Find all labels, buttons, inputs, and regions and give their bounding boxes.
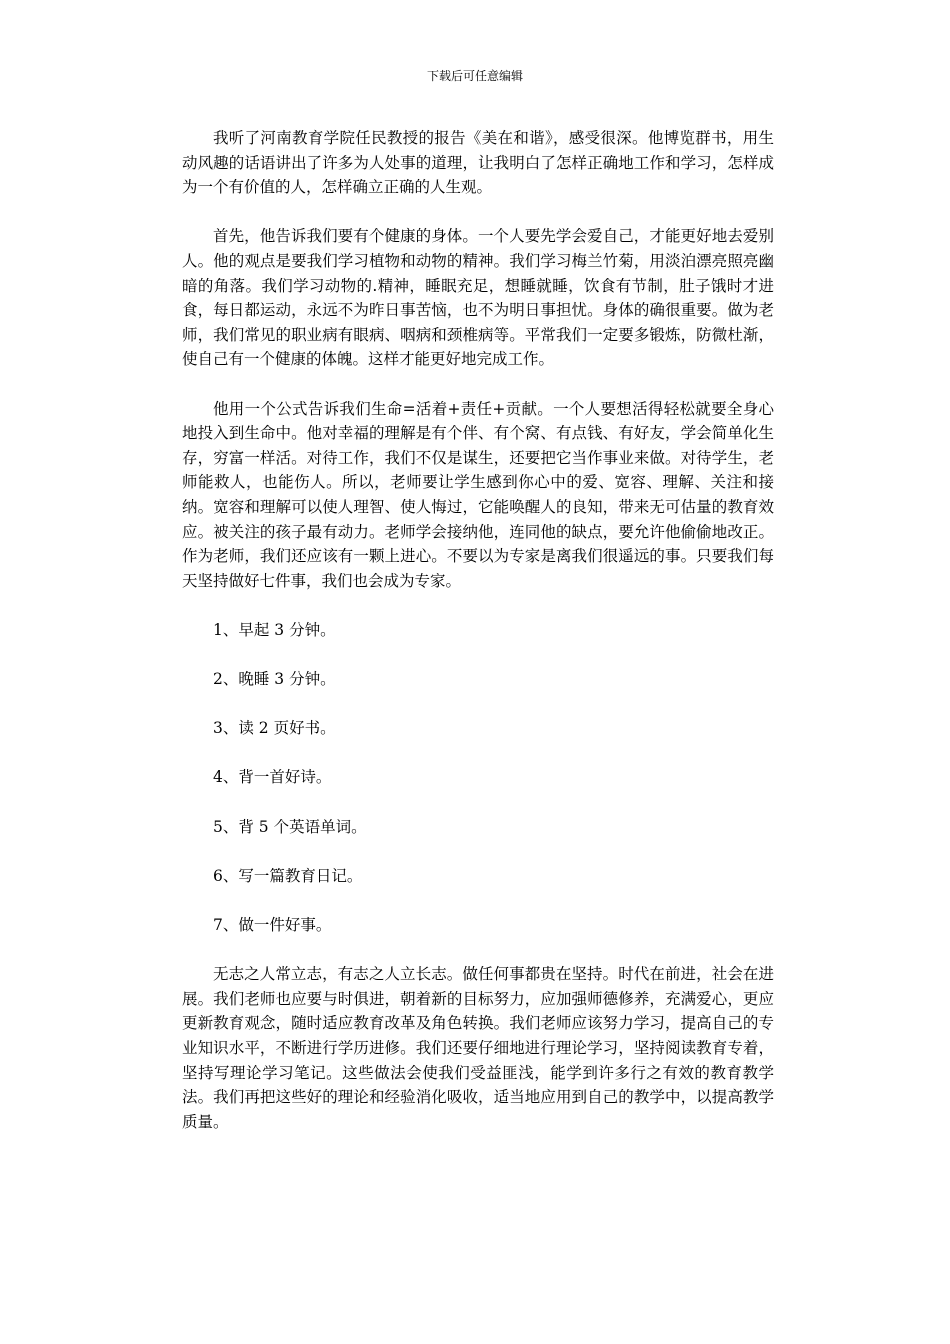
list-item: 5、背 5 个英语单词。 — [213, 817, 367, 836]
paragraph-intro: 我听了河南教育学院任民教授的报告《美在和谐》，感受很深。他博览群书，用生动风趣的话语讲出了许多为人处事的道理，让我明白了怎样正确地工作和学习，怎样成为一个有价值的人，怎样确立正确的人生观。 — [182, 129, 774, 197]
list-item: 3、读 2 页好书。 — [213, 719, 336, 738]
list-item: 4、背一首好诗。 — [213, 768, 332, 787]
list-item: 7、做一件好事。 — [213, 916, 332, 934]
paragraph-closing: 无志之人常立志，有志之人立长志。做任何事都贵在坚持。时代在前进，社会在进展。我们老师也应要与时俱进，朝着新的目标努力，应加强师德修养，充满爱心，更应更新教育观念，随时适应教育改革及角色转换。我们老师应该努力学习，提高自己的专业知识水平，不断进行学历进修。我们还要仔细地进行理论学习，坚持阅读教育专着，坚持写理论学习笔记。这些做法会使我们受益匪浅，能学到许多行之有效的教育教学法。我们再把这些好的理论和经验消化吸收，适当地应用到自己的教学中，以提高教学质量。 — [182, 965, 774, 1131]
paragraph-health: 首先，他告诉我们要有个健康的身体。一个人要先学会爱自己，才能更好地去爱别人。他的观点是要我们学习植物和动物的精神。我们学习梅兰竹菊，用淡泊漂亮照亮幽暗的角落。我们学习动物的.精神，睡眠充足，想睡就睡，饮食有节制，肚子饿时才进食，每日都运动，永远不为昨日事苦恼，也不为明日事担忧。身体的确很重要。做为老师，我们常见的职业病有眼病、咽病和颈椎病等。平常我们一定要多锻炼，防微杜渐，使自己有一个健康的体魄。这样才能更好地完成工作。 — [182, 227, 774, 369]
paragraph-life-formula: 他用一个公式告诉我们生命=活着+责任+贡献。一个人要想活得轻松就要全身心地投入到生命中。他对幸福的理解是有个伴、有个窝、有点钱、有好友，学会简单化生存，穷富一样活。对待工作，我们不仅是谋生，还要把它当作事业来做。对待学生，老师能救人，也能伤人。所以，老师要让学生感到你心中的爱、宽容、理解、关注和接纳。宽容和理解可以使人理智、使人悔过，它能唤醒人的良知，带来无可估量的教育效应。被关注的孩子最有动力。老师学会接纳他，连同他的缺点，要允许他偷偷地改正。作为老师，我们还应该有一颗上进心。不要以为专家是离我们很遥远的事。只要我们每天坚持做好七件事，我们也会成为专家。 — [182, 399, 774, 590]
list-item: 2、晚睡 3 分钟。 — [213, 670, 336, 689]
page-header: 下载后可任意编辑 — [426, 69, 523, 83]
document-body — [182, 126, 774, 1134]
list-item: 1、早起 3 分钟。 — [213, 620, 336, 639]
list-item: 6、写一篇教育日记。 — [213, 866, 363, 885]
